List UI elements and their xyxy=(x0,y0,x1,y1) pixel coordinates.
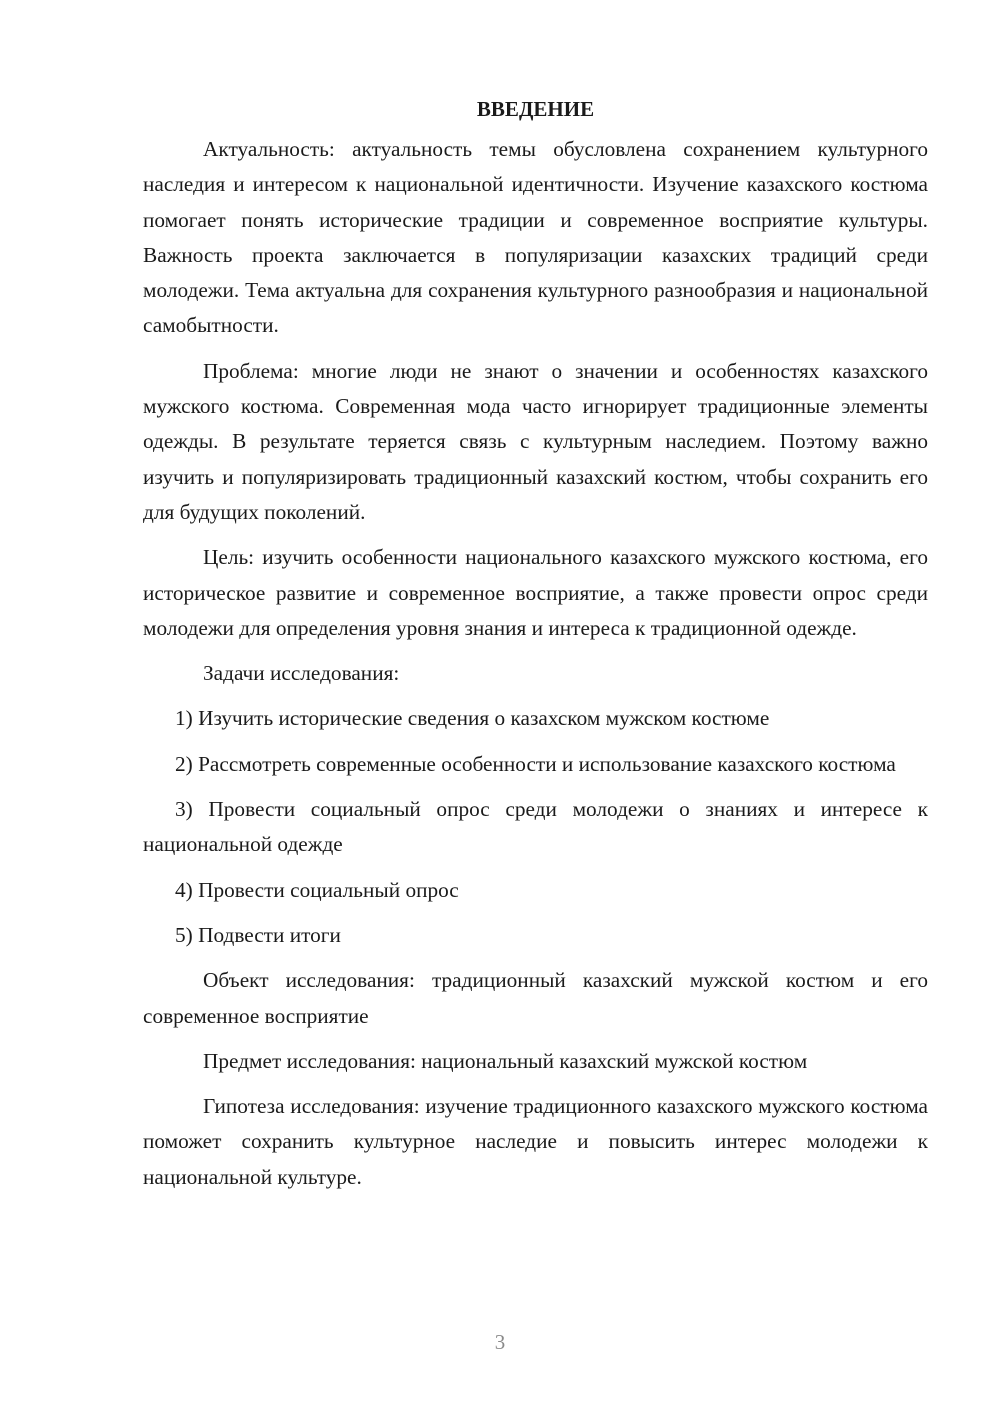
relevance-paragraph: Актуальность: актуальность темы обусловлена сохранением культурного наследия и интересом к национальной идентичности. Изучение казахского костюма помогает понять исторические традиции и современное восприятие культуры. Важность проекта заключается в популяризации казахских традиций среди молодежи. Тема актуальна для сохранения культурного разнообразия и национальной самобытности. xyxy=(143,137,928,338)
object-paragraph: Объект исследования: традиционный казахский мужской костюм и его современное восприятие xyxy=(143,968,928,1028)
goal-paragraph: Цель: изучить особенности национального казахского мужского костюма, его историческое развитие и современное восприятие, а также провести опрос среди молодежи для определения уровня знания и интереса к традиционной одежде. xyxy=(143,545,928,640)
page-number: 3 xyxy=(494,1330,506,1354)
document-page xyxy=(143,88,928,1205)
section-heading: ВВЕДЕНИЕ xyxy=(476,97,595,121)
problem-paragraph: Проблема: многие люди не знают о значении и особенностях казахского мужского костюма. Современная мода часто игнорирует традиционные элементы одежды. В результате теряется связь с культурным наследием. Поэтому важно изучить и популяризировать традиционный казахский костюм, чтобы сохранить его для будущих поколений. xyxy=(143,358,928,524)
task-item: 4) Провести социальный опрос xyxy=(175,877,459,902)
task-item: 3) Провести социальный опрос среди молодежи о знаниях и интересе к национальной одежде xyxy=(143,797,928,857)
task-item: 5) Подвести итоги xyxy=(175,922,341,947)
subject-paragraph: Предмет исследования: национальный казахский мужской костюм xyxy=(203,1048,808,1073)
hypothesis-paragraph: Гипотеза исследования: изучение традиционного казахского мужского костюма поможет сохранить культурное наследие и повысить интерес молодежи к национальной культуре. xyxy=(143,1094,928,1189)
task-item: 2) Рассмотреть современные особенности и использование казахского костюма xyxy=(175,751,896,776)
tasks-title: Задачи исследования: xyxy=(203,661,400,686)
task-item: 1) Изучить исторические сведения о казахском мужском костюме xyxy=(175,706,770,731)
